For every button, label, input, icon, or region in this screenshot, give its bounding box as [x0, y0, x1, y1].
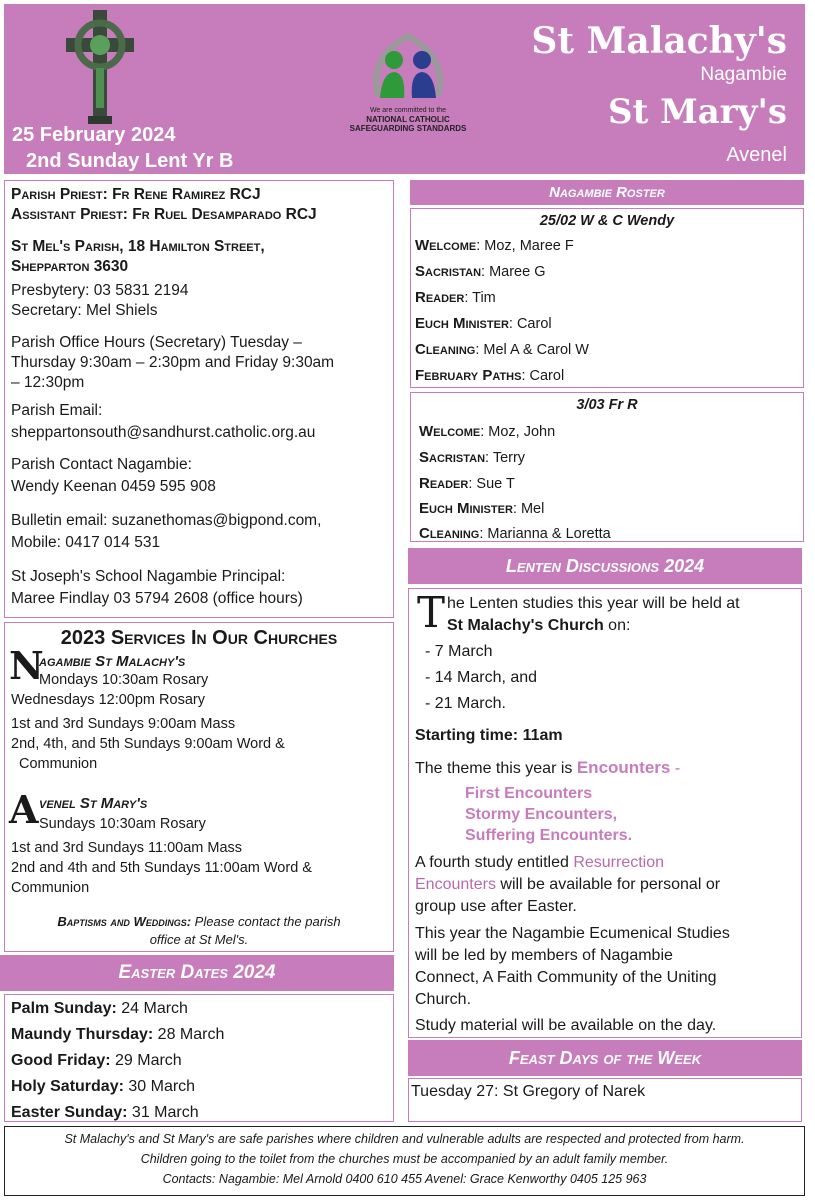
subtheme: First Encounters	[465, 785, 593, 802]
easter-box	[4, 994, 394, 1122]
place-nagambie: Nagambie	[700, 64, 787, 85]
roster-week2-box	[410, 392, 804, 542]
lenten-theme: The theme this year is Encounters -	[415, 758, 681, 777]
roster-week2-title: 3/03 Fr R	[576, 397, 638, 413]
baptisms-note: Baptisms and Weddings: Please contact the parish office at St Mel's.	[57, 914, 341, 947]
easter-row: Maundy Thursday: 28 March	[11, 1026, 225, 1043]
easter-title: Easter Dates 2024	[0, 955, 394, 991]
services-box: 2023 Services In Our Churches N agambie St Malachy's Mondays 10:30am Rosary Wednesdays 12:00pm Rosary 1st and 3rd Sundays 9:00am Mass 2nd, 4th, and 5th Sundays 9:00am Word & Communion A venel St Mary's Sundays 10:30am Rosary 1st and 3rd Sundays 11:00am Mass 2nd and 4th and 5th Sundays 11:00am Word & Communion Baptisms and Weddings: Please contact the parish office at St Mel's.	[4, 622, 394, 952]
roster-row: Welcome: Moz, John	[419, 423, 556, 440]
services-title: 2023 Services In Our Churches	[60, 627, 338, 649]
church-name-malachys: St Malachy's	[531, 20, 787, 62]
roster-row: Reader: Tim	[415, 289, 496, 306]
feast-box	[408, 1078, 802, 1122]
church-name-marys: St Mary's	[608, 92, 787, 132]
roster-row: Cleaning: Marianna & Loretta	[419, 525, 611, 542]
roster-row: Euch Minister: Carol	[415, 315, 552, 332]
lenten-date: - 21 March.	[425, 695, 506, 712]
lenten-title: Lenten Discussions 2024	[408, 548, 802, 584]
office-hours: Parish Office Hours (Secretary) Tuesday –	[11, 334, 302, 351]
roster-title: Nagambie Roster	[410, 180, 804, 205]
lenten-box: T he Lenten studies this year will be held at St Malachy's Church on: - 7 March - 14 March, and - 21 March. Starting time: 11am The theme this year is Encounters - First Encounters Stormy Encounters, Suffering Encounters. A fourth study entitled Resurrection Encounters will be available for personal or group use after Easter. This year the Nagambie Ecumenical Studies will be led by members of Nagambie Connect, A Faith Community of the Uniting Church. Study material will be available on the day.	[408, 588, 802, 1038]
roster-row: February Paths: Carol	[415, 367, 565, 384]
avenel-heading: venel St Mary's	[39, 795, 148, 812]
bulletin-email[interactable]: Bulletin email: suzanethomas@bigpond.com,	[11, 512, 322, 529]
roster-week1-title: 25/02 W & C Wendy	[539, 213, 675, 229]
parish-info-box: Parish Priest: Fr Rene Ramirez RCJ Assistant Priest: Fr Ruel Desamparado RCJ St Mel's Parish, 18 Hamilton Street, Shepparton 3630 Presbytery: 03 5831 2194 Secretary: Mel Shiels Parish Office Hours (Secretary) Tuesday – Thursday 9:30am – 2:30pm and Friday 9:30am – 12:30pm Parish Email: sheppartonsouth@sandhurst.catholic.org.au Parish Contact Nagambie: Wendy Keenan 0459 595 908 Bulletin email: suzanethomas@bigpond.com, Mobile: 0417 014 531 St Joseph's School Nagambie Principal: Maree Findlay 03 5794 2608 (office hours)	[4, 180, 394, 618]
lenten-date: - 14 March, and	[425, 669, 538, 686]
safeguarding-footer: St Malachy's and St Mary's are safe parishes where children and vulnerable adults are respected and protected from harm. Children going to the toilet from the churches must be accompanied by an adult family member. Contacts: Nagambie: Mel Arnold 0400 610 455 Avenel: Grace Kenworthy 0405 125 963	[4, 1126, 805, 1196]
subtheme: Suffering Encounters.	[465, 827, 633, 844]
easter-row: Easter Sunday: 31 March	[11, 1104, 199, 1121]
secretary: Secretary: Mel Shiels	[11, 302, 158, 319]
liturgical-week: 2nd Sunday Lent Yr B	[26, 150, 234, 172]
celtic-cross-icon	[60, 8, 140, 126]
easter-row: Holy Saturday: 30 March	[11, 1078, 196, 1095]
feast-line: Tuesday 27: St Gregory of Narek	[411, 1083, 646, 1100]
roster-row: Reader: Sue T	[419, 475, 515, 492]
bulletin-date: 25 February 2024	[12, 124, 176, 146]
nagambie-heading: agambie St Malachy's	[39, 653, 186, 670]
subtheme: Stormy Encounters,	[465, 806, 618, 823]
feast-title: Feast Days of the Week	[408, 1040, 802, 1076]
roster-row: Cleaning: Mel A & Carol W	[415, 341, 589, 358]
easter-row: Good Friday: 29 March	[11, 1052, 182, 1069]
header-banner	[4, 4, 805, 174]
study-material-note: Study material will be available on the day.	[415, 1017, 717, 1034]
lenten-date: - 7 March	[425, 643, 493, 660]
roster-row: Euch Minister: Mel	[419, 500, 545, 517]
starting-time: Starting time: 11am	[415, 727, 563, 744]
roster-row: Sacristan: Terry	[419, 449, 526, 466]
place-avenel: Avenel	[726, 144, 787, 166]
parish-email-link[interactable]: sheppartonsouth@sandhurst.catholic.org.au	[11, 424, 316, 441]
school-principal: St Joseph's School Nagambie Principal:	[11, 568, 286, 585]
safeguarding-text: We are committed to the NATIONAL CATHOLIC SAFEGUARDING STANDARDS	[349, 107, 467, 133]
presbytery-phone: Presbytery: 03 5831 2194	[11, 282, 189, 299]
easter-row: Palm Sunday: 24 March	[11, 1000, 188, 1017]
roster-week1-box	[410, 208, 804, 388]
contact-nagambie: Wendy Keenan 0459 595 908	[11, 478, 216, 495]
roster-row: Sacristan: Maree G	[415, 263, 546, 280]
roster-row: Welcome: Moz, Maree F	[415, 237, 574, 254]
parish-address: St Mel's Parish, 18 Hamilton Street,	[11, 238, 265, 255]
